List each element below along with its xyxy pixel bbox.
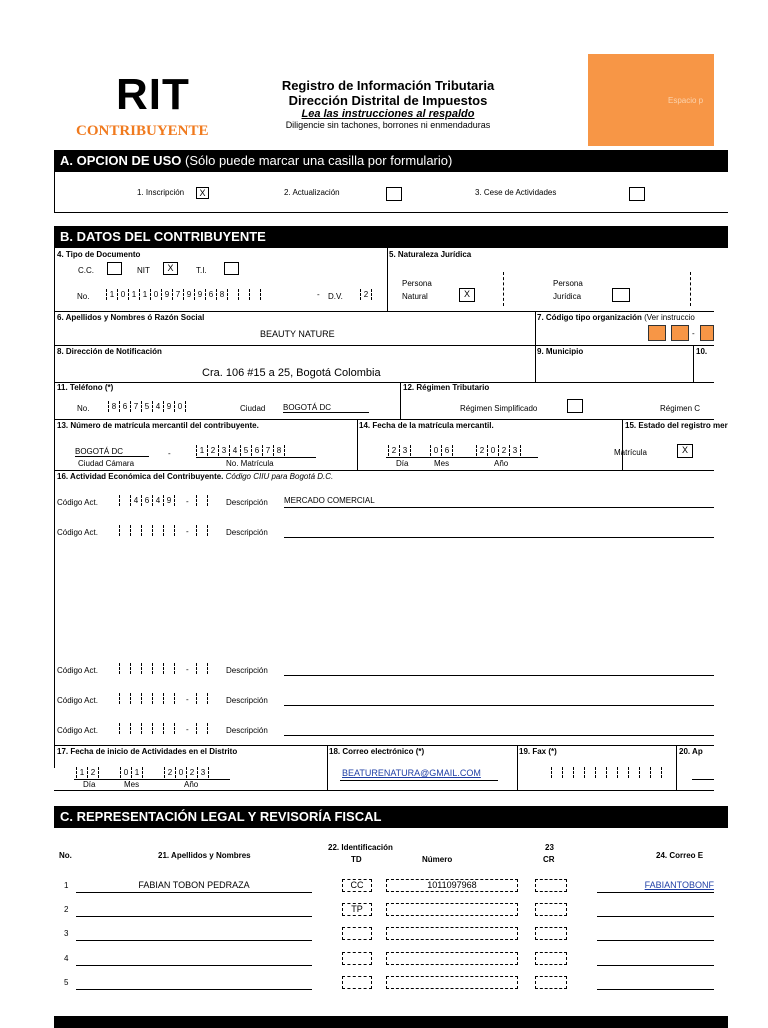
col-21-label: 21. Apellidos y Nombres [158, 851, 251, 860]
org-code-dash: - [692, 329, 695, 338]
field-10-label: 10. [696, 347, 708, 356]
regimen-comun-label: Régimen C [660, 404, 701, 413]
option-inscripcion-label: 1. Inscripción [137, 188, 185, 197]
section-b-header [54, 226, 728, 248]
activity-code-cells[interactable]: 4 6 4 9 [119, 495, 175, 506]
field-8-label: 8. Dirección de Notificación [57, 347, 162, 356]
year-label-14: Año [494, 459, 509, 468]
org-code-cell-2[interactable] [671, 325, 689, 341]
field-6-label: 6. Apellidos y Nombres ó Razón Social [57, 313, 205, 322]
activity-description-label: Descripción [226, 726, 268, 735]
email-value[interactable]: BEATURENATURA@GMAIL.COM [342, 768, 481, 778]
doc-type-ti-label: T.I. [196, 266, 207, 275]
doc-number-cells[interactable]: 1 0 1 1 0 9 7 9 9 6 8 [106, 289, 261, 300]
day-label-14: Día [396, 459, 409, 468]
activity-code-label: Código Act. [57, 528, 98, 537]
header-note: Diligencie sin tachones, borrones ni enmendaduras [285, 120, 491, 130]
option-actualizacion-label: 2. Actualización [284, 188, 340, 197]
persona-natural-label-2: Natural [402, 292, 428, 301]
rep-email-field[interactable] [597, 928, 714, 941]
activity-description-label: Descripción [226, 666, 268, 675]
org-code-cell-3[interactable] [700, 325, 714, 341]
fax-cells[interactable] [551, 767, 662, 778]
option-cese-checkbox[interactable] [629, 187, 645, 201]
field-4-label: 4. Tipo de Documento [57, 250, 141, 259]
activity-code-dash: - [186, 695, 189, 704]
rep-cr-field[interactable] [535, 903, 567, 916]
start-year-cells[interactable]: 2 0 2 3 [164, 767, 209, 778]
section-c-title: C. REPRESENTACIÓN LEGAL Y REVISORÍA FISCAL [60, 809, 382, 824]
option-actualizacion-checkbox[interactable] [386, 187, 402, 201]
section-d-header [54, 1016, 728, 1028]
regimen-simplificado-label: Régimen Simplificado [460, 404, 538, 413]
rep-td-field[interactable] [342, 927, 372, 940]
activity-description-field[interactable] [284, 664, 714, 676]
activity-description-field[interactable]: MERCADO COMERCIAL [284, 496, 714, 508]
doc-number-label: No. [77, 292, 90, 301]
activity-subcode-cells[interactable] [196, 525, 208, 536]
activity-description-field[interactable] [284, 526, 714, 538]
rep-row-number: 5 [64, 978, 69, 987]
col-td-label: TD [351, 855, 362, 864]
activity-subcode-cells[interactable] [196, 663, 208, 674]
rep-td-field[interactable] [342, 976, 372, 989]
persona-natural-checkbox[interactable]: X [459, 288, 475, 302]
header-instructions: Lea las instrucciones al respaldo [301, 108, 475, 120]
field-16-label: 16. Actividad Económica del Contribuyente. Código CIIU para Bogotá D.C. [57, 472, 334, 481]
activity-code-dash: - [186, 665, 189, 674]
activity-subcode-cells[interactable] [196, 693, 208, 704]
activity-code-dash: - [186, 497, 189, 506]
business-name-value[interactable]: BEAUTY NATURE [260, 329, 335, 339]
reserved-space-text: Espacio p [668, 96, 704, 105]
field-15-label: 15. Estado del registro mer [625, 421, 728, 430]
rep-email-field[interactable]: FABIANTOBONF [597, 880, 714, 893]
section-c-header [54, 806, 728, 828]
rep-id-number-field[interactable] [386, 927, 518, 940]
matricula-number-cells[interactable]: 1 2 3 4 5 6 7 8 [196, 445, 285, 456]
activity-code-cells[interactable] [119, 663, 175, 674]
field-19-label: 19. Fax (*) [519, 747, 557, 756]
rep-id-number-field[interactable] [386, 952, 518, 965]
rep-email-field[interactable] [597, 977, 714, 990]
col-cr-label: CR [543, 855, 555, 864]
contribuyente-label: CONTRIBUYENTE [76, 123, 209, 139]
rep-row-number: 2 [64, 905, 69, 914]
day-label-17: Día [83, 780, 96, 789]
col-23-label: 23 [545, 843, 554, 852]
activity-description-label: Descripción [226, 498, 268, 507]
ciudad-camara-label: Ciudad Cámara [78, 459, 135, 468]
option-cese-label: 3. Cese de Actividades [475, 188, 557, 197]
field-9-label: 9. Municipio [537, 347, 584, 356]
activity-subcode-cells[interactable] [196, 495, 208, 506]
section-a-title: A. OPCION DE USO [60, 153, 182, 168]
matricula-dash: - [168, 449, 171, 458]
col-24-label: 24. Correo E [656, 851, 704, 860]
field-7-label: 7. Código tipo organización (Ver instruccio [537, 313, 695, 322]
activity-code-cells[interactable] [119, 723, 175, 734]
address-value[interactable]: Cra. 106 #15 a 25, Bogotá Colombia [202, 367, 381, 379]
doc-type-cc-checkbox[interactable] [107, 262, 122, 275]
field-5-label: 5. Naturaleza Jurídica [389, 250, 472, 259]
rep-id-number-field[interactable] [386, 976, 518, 989]
field-13-label: 13. Número de matrícula mercantil del contribuyente. [57, 421, 259, 430]
field-18-label: 18. Correo electrónico (*) [329, 747, 425, 756]
dv-dash: - [317, 290, 320, 299]
rep-cr-field[interactable] [535, 879, 567, 892]
rep-email-field[interactable] [597, 904, 714, 917]
activity-description-field[interactable] [284, 694, 714, 706]
option-inscripcion-checkbox[interactable]: X [196, 187, 209, 199]
rep-name-field[interactable]: FABIAN TOBON PEDRAZA [76, 880, 312, 893]
reserved-space-box [588, 54, 714, 146]
doc-type-nit-label: NIT [137, 266, 150, 275]
doc-type-cc-label: C.C. [78, 266, 94, 275]
section-a-note: (Sólo puede marcar una casilla por formulario) [184, 153, 453, 168]
activity-code-cells[interactable] [119, 525, 175, 536]
rit-logo-text: RIT [116, 70, 190, 119]
rep-row-number: 4 [64, 954, 69, 963]
year-label-17: Año [184, 780, 199, 789]
rep-email-field[interactable] [597, 953, 714, 966]
field-17-label: 17. Fecha de inicio de Actividades en el Distrito [57, 747, 238, 756]
rep-td-field[interactable] [342, 952, 372, 965]
activity-description-field[interactable] [284, 724, 714, 736]
rep-row-number: 1 [64, 881, 69, 890]
activity-subcode-cells[interactable] [196, 723, 208, 734]
doc-type-nit-checkbox[interactable]: X [163, 262, 178, 275]
matricula-month-cells[interactable]: 0 6 [430, 445, 453, 456]
persona-juridica-label-1: Persona [553, 279, 583, 288]
phone-city-label: Ciudad [240, 404, 266, 413]
start-month-cells[interactable]: 0 1 [120, 767, 143, 778]
field-20-label: 20. Ap [679, 747, 703, 756]
persona-juridica-label-2: Jurídica [553, 292, 582, 301]
field-12-label: 12. Régimen Tributario [403, 383, 490, 392]
activity-code-label: Código Act. [57, 726, 98, 735]
rep-cr-field[interactable] [535, 927, 567, 940]
persona-natural-label-1: Persona [402, 279, 432, 288]
rep-name-field[interactable] [76, 953, 312, 966]
field-11-label: 11. Teléfono (*) [57, 383, 114, 392]
col-numero-label: Número [422, 855, 453, 864]
activity-code-label: Código Act. [57, 696, 98, 705]
rep-name-field[interactable] [76, 904, 312, 917]
phone-no-label: No. [77, 404, 90, 413]
activity-code-label: Código Act. [57, 498, 98, 507]
rep-cr-field[interactable] [535, 952, 567, 965]
rep-id-number-field[interactable] [386, 903, 518, 916]
section-b-title: B. DATOS DEL CONTRIBUYENTE [60, 229, 266, 244]
rep-td-field[interactable]: TP [342, 903, 372, 916]
col-22-label: 22. Identificación [328, 843, 393, 852]
rep-name-field[interactable] [76, 928, 312, 941]
no-matricula-label: No. Matrícula [226, 459, 274, 468]
doc-type-ti-checkbox[interactable] [224, 262, 239, 275]
persona-juridica-checkbox[interactable] [612, 288, 630, 302]
activity-description-label: Descripción [226, 528, 268, 537]
matricula-status-label: Matrícula [614, 448, 647, 457]
phone-city-value[interactable]: BOGOTÁ DC [283, 403, 369, 413]
matricula-city-value[interactable]: BOGOTÁ DC [75, 447, 149, 457]
dv-label: D.V. [328, 292, 343, 301]
org-code-cell-1[interactable] [648, 325, 666, 341]
rep-row-number: 3 [64, 929, 69, 938]
activity-code-cells[interactable] [119, 693, 175, 704]
activity-code-dash: - [186, 527, 189, 536]
rep-name-field[interactable] [76, 977, 312, 990]
month-label-17: Mes [124, 780, 140, 789]
matricula-day-cells[interactable]: 2 3 [388, 445, 411, 456]
section-a-header [54, 150, 728, 172]
start-day-cells[interactable]: 1 2 [76, 767, 99, 778]
rep-cr-field[interactable] [535, 976, 567, 989]
activity-code-dash: - [186, 725, 189, 734]
rep-td-field[interactable]: CC [342, 879, 372, 892]
col-no-label: No. [59, 851, 72, 860]
regimen-simplificado-checkbox[interactable] [567, 399, 583, 413]
matricula-status-checkbox[interactable]: X [677, 444, 693, 458]
form-header [250, 78, 526, 130]
phone-number-cells[interactable]: 8 6 7 5 4 9 0 [108, 401, 186, 412]
dv-cell[interactable]: 2 [360, 289, 372, 300]
matricula-year-cells[interactable]: 2 0 2 3 [476, 445, 521, 456]
header-title-1: Registro de Información Tributaria [281, 78, 495, 93]
activity-description-label: Descripción [226, 696, 268, 705]
activity-code-label: Código Act. [57, 666, 98, 675]
header-title-2: Dirección Distrital de Impuestos [288, 93, 488, 108]
field-14-label: 14. Fecha de la matrícula mercantil. [359, 421, 494, 430]
month-label-14: Mes [434, 459, 450, 468]
rep-id-number-field[interactable]: 1011097968 [386, 879, 518, 892]
